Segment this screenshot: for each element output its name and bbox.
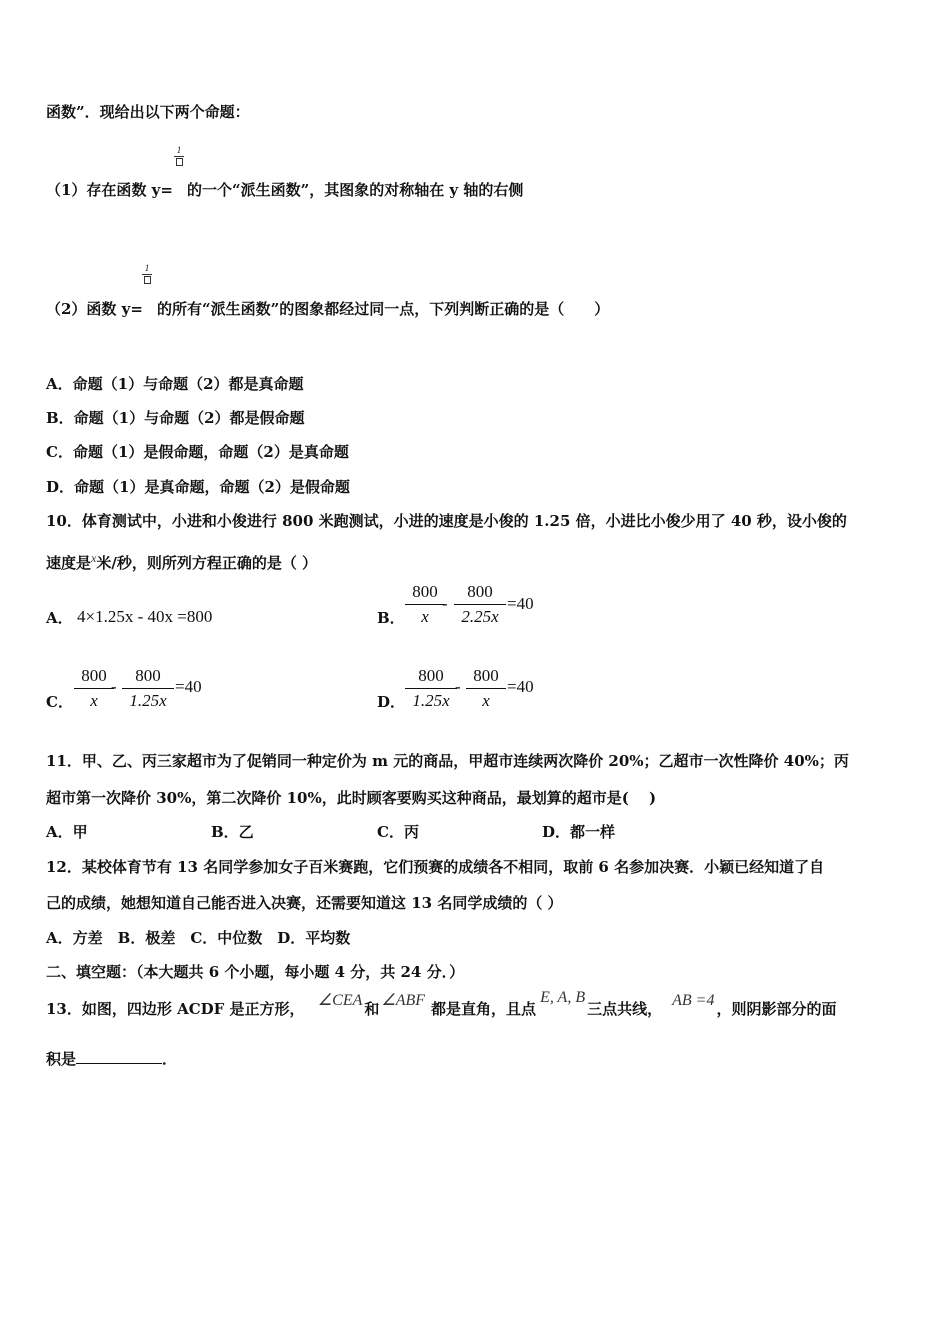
q10-line2-pre: 速度是 [46, 554, 92, 572]
numerator: 800 [473, 666, 499, 685]
q10-option-d-frac2 [466, 666, 506, 711]
denominator: 1.25x [405, 688, 457, 711]
q13-text-4: 三点共线， [587, 1000, 663, 1018]
intro-line: 函数”．现给出以下两个命题： [46, 103, 250, 121]
q11-option-b: B．乙 [211, 823, 254, 841]
q11-option-a: A．甲 [46, 823, 88, 841]
q10-option-c-label: C． [46, 693, 73, 711]
denominator: x [74, 688, 114, 711]
numerator: 800 [412, 582, 438, 601]
minus-sign: - [442, 594, 448, 613]
q12-options: A．方差 B．极差 C．中位数 D．平均数 [46, 929, 351, 947]
q10-option-c-frac1 [74, 666, 114, 711]
equals-rhs: =40 [175, 677, 202, 696]
fraction-icon [174, 146, 184, 166]
numerator: 800 [467, 582, 493, 601]
q10-option-c-frac2 [122, 666, 174, 711]
q13-line2 [46, 1049, 177, 1069]
q13-points: E, A, B [540, 989, 586, 1006]
q12-line2: 己的成绩，她想知道自己能否进入决赛，还需要知道这 13 名同学成绩的（ ） [46, 894, 563, 912]
q13-ab-length: AB =4 [672, 992, 715, 1009]
q10-option-b-frac2 [454, 582, 506, 627]
q9-option-d: D．命题（1）是真命题，命题（2）是假命题 [46, 478, 350, 496]
numerator: 800 [81, 666, 107, 685]
q11-option-d: D．都一样 [542, 823, 616, 841]
q13-line1 [46, 989, 837, 1020]
denominator: 1.25x [122, 688, 174, 711]
q10-option-a-label: A． [46, 609, 73, 627]
numerator: 800 [135, 666, 161, 685]
q12-line1: 12．某校体育节有 13 名同学参加女子百米赛跑，它们预赛的成绩各不相同，取前 6 名参加决赛．小颖已经知道了自 [46, 858, 825, 876]
minus-sign: - [455, 677, 461, 696]
equals-rhs: =40 [507, 677, 534, 696]
proposition-2 [46, 299, 609, 319]
fraction-icon [142, 264, 152, 284]
proposition-2-suffix: 的所有“派生函数”的图象都经过同一点，下列判断正确的是（ ） [156, 300, 610, 318]
q11-option-c: C．丙 [377, 823, 419, 841]
section-2-title: 二、填空题：（本大题共 6 个小题，每小题 4 分，共 24 分．） [46, 963, 465, 981]
q10-line1: 10．体育测试中，小进和小俊进行 800 米跑测试，小进的速度是小俊的 1.25 倍，小进比小俊少用了 40 秒，设小俊的 [46, 512, 847, 530]
denominator: 2.25x [454, 604, 506, 627]
proposition-2-prefix: （2）函数 y= [46, 300, 143, 318]
q9-option-c: C．命题（1）是假命题，命题（2）是真命题 [46, 443, 349, 461]
minus-sign: - [111, 677, 117, 696]
q10-option-d-frac1 [405, 666, 457, 711]
numerator: 800 [418, 666, 444, 685]
fraction-numerator: 1 [176, 145, 182, 155]
q13-line2-pre: 积是 [46, 1050, 77, 1068]
q11-line2: 超市第一次降价 30%，第二次降价 10%，此时顾客要购买这种商品，最划算的超市是( ) [46, 789, 657, 807]
q10-option-b-label: B． [377, 609, 405, 627]
answer-blank[interactable] [76, 1049, 162, 1064]
q13-line2-post: ． [162, 1050, 178, 1068]
q10-option-d-label: D． [377, 693, 406, 711]
q11-line1: 11．甲、乙、丙三家超市为了促销同一种定价为 m 元的商品，甲超市连续两次降价 20%；乙超市一次性降价 40%；丙 [46, 752, 849, 770]
fraction-numerator: 1 [144, 263, 150, 273]
q13-text-1: 13．如图，四边形 ACDF 是正方形， [46, 1000, 305, 1018]
proposition-1-prefix: （1）存在函数 y= [46, 181, 173, 199]
q10-line2-post: 米/秒，则所列方程正确的是（ ） [96, 554, 318, 572]
q13-angle-cea: ∠CEA [317, 992, 363, 1009]
proposition-1 [46, 180, 523, 200]
q13-text-5: ，则阴影部分的面 [716, 1000, 837, 1018]
q13-text-3: 都是直角，且点 [431, 1000, 537, 1018]
denominator: x [466, 688, 506, 711]
q10-variable: x [91, 551, 97, 565]
q10-line2 [46, 548, 317, 573]
q13-text-2: 和 [364, 1000, 380, 1018]
equals-rhs: =40 [507, 594, 534, 613]
proposition-1-suffix: 的一个“派生函数”，其图象的对称轴在 y 轴的右侧 [186, 181, 524, 199]
q9-option-b: B．命题（1）与命题（2）都是假命题 [46, 409, 305, 427]
q10-option-a-expr: 4×1.25x - 40x =800 [77, 607, 213, 626]
q9-option-a: A．命题（1）与命题（2）都是真命题 [46, 375, 304, 393]
denominator: x [405, 604, 445, 627]
q10-option-b-frac1 [405, 582, 445, 627]
q13-angle-abf: ∠ABF [381, 992, 426, 1009]
